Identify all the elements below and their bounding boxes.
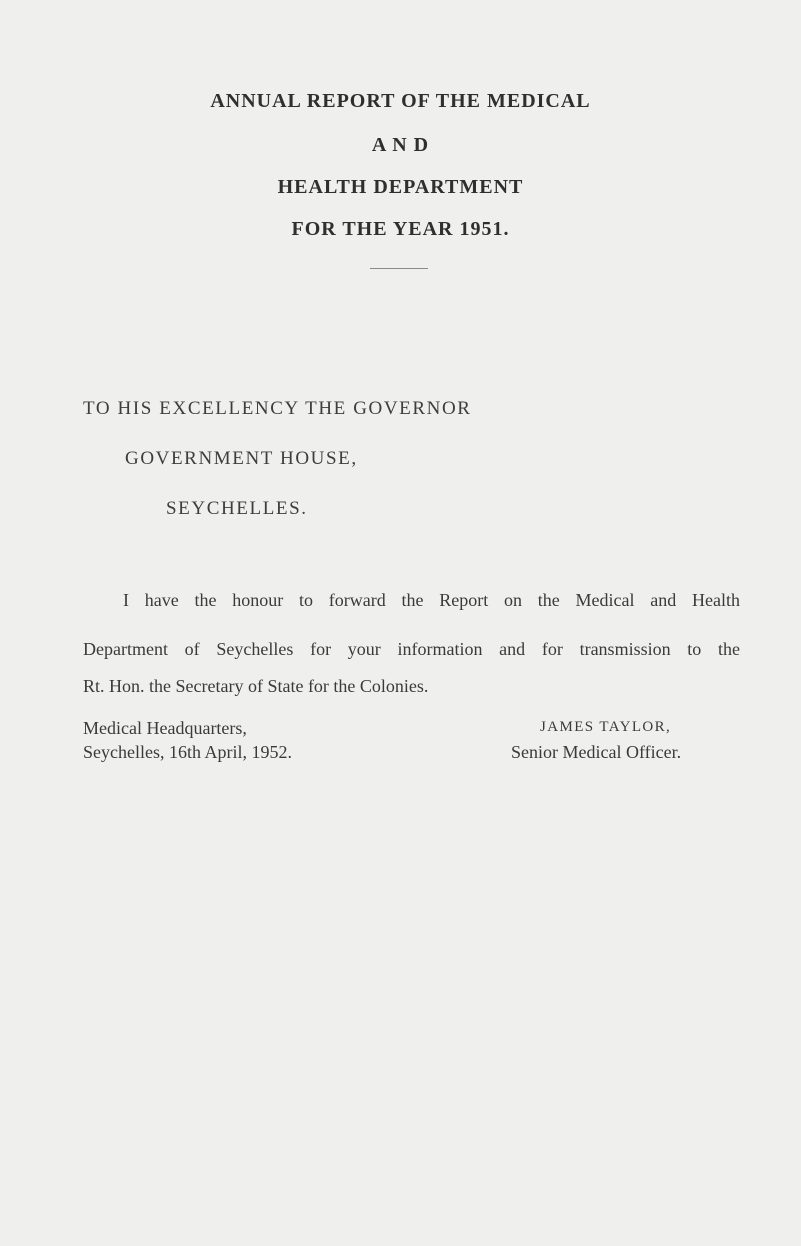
title-line-2: A N D [371, 134, 430, 156]
letter-line-2: Department of Seychelles for your information and for transmission to the [83, 639, 740, 659]
title-line-3: HEALTH DEPARTMENT [277, 176, 524, 198]
sender-place-date: Seychelles, 16th April, 1952. [83, 742, 292, 762]
title-divider [370, 268, 428, 269]
signatory-name: JAMES TAYLOR, [540, 719, 672, 735]
title-line-4: FOR THE YEAR 1951. [291, 218, 510, 240]
sender-location: Medical Headquarters, [83, 718, 247, 738]
address-line-3: SEYCHELLES. [166, 498, 308, 519]
signatory-title: Senior Medical Officer. [511, 742, 682, 762]
title-line-1: ANNUAL REPORT OF THE MEDICAL [210, 90, 591, 112]
address-line-1: TO HIS EXCELLENCY THE GOVERNOR [83, 398, 472, 419]
letter-line-1: I have the honour to forward the Report on the Medical and Health [123, 590, 740, 610]
address-line-2: GOVERNMENT HOUSE, [125, 448, 358, 469]
letter-line-3: Rt. Hon. the Secretary of State for the Colonies. [83, 676, 429, 696]
